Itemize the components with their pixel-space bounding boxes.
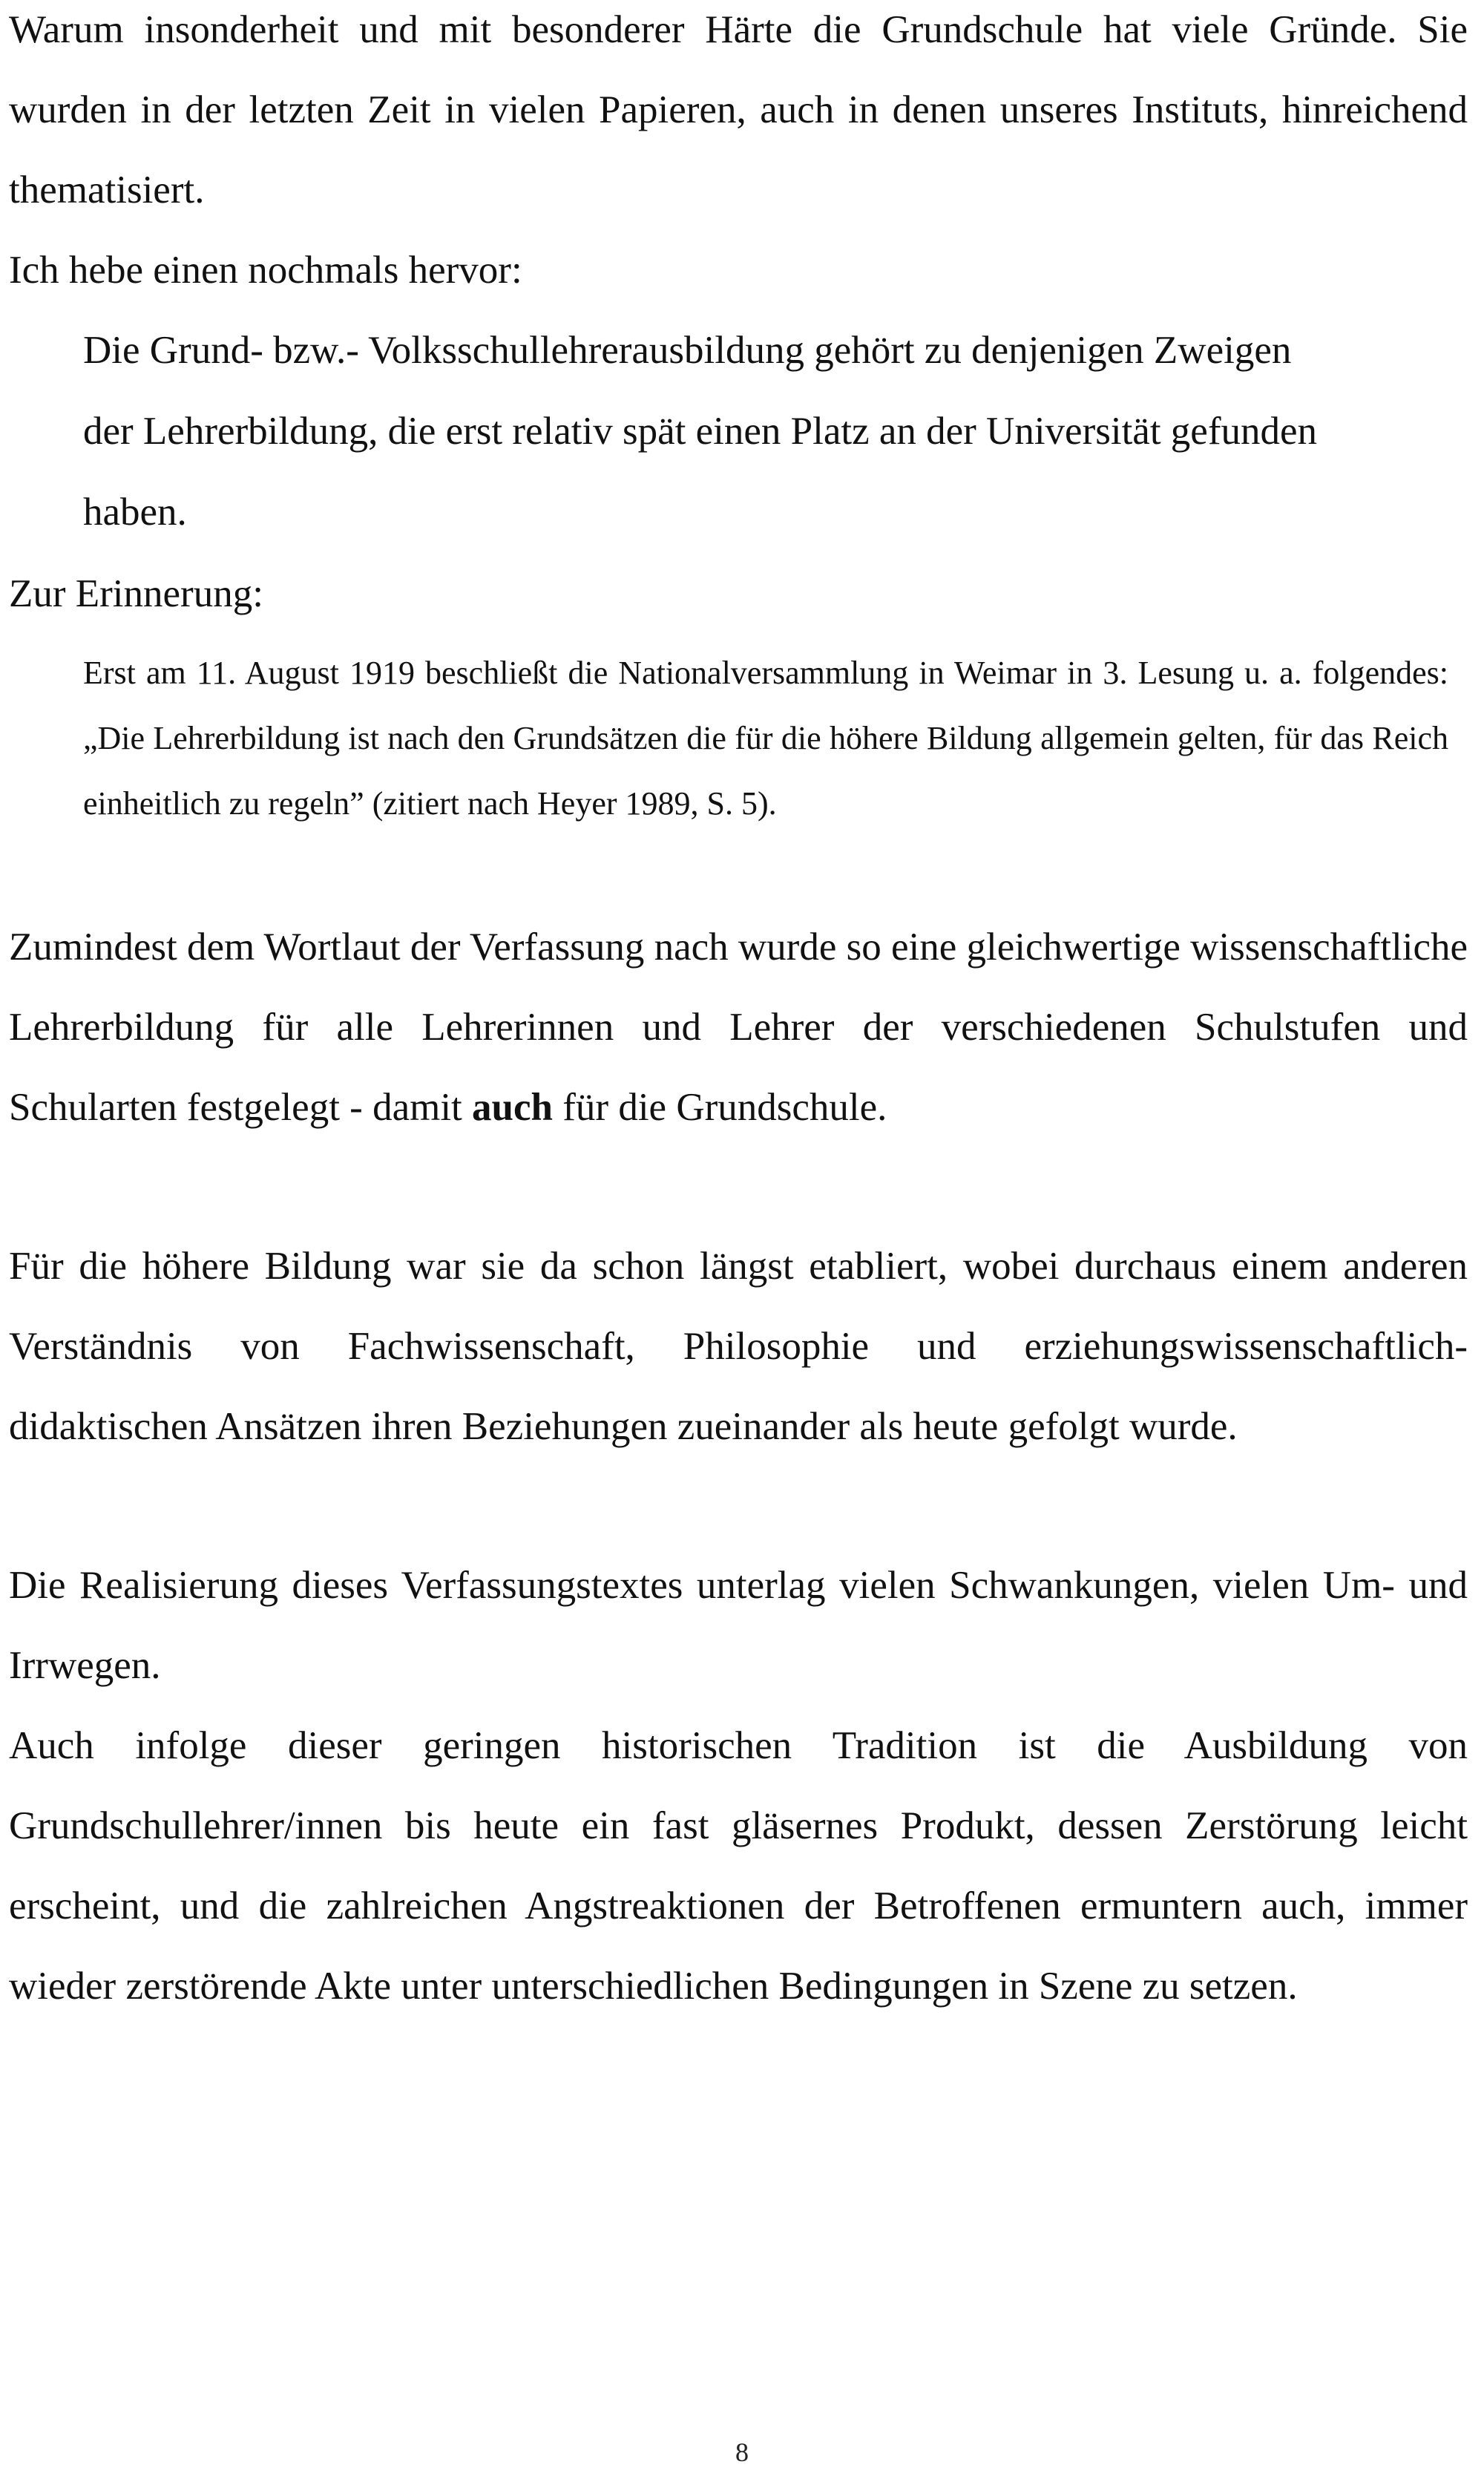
paragraph-constitution-text-start: Zumindest dem Wortlaut der Verfassung nach wurde so eine gleichwertige wissenschaftliche Lehrerbildung für alle Lehrerinnen und Lehrer der verschiedenen Schulstufen und Schularten festgelegt - damit (9, 926, 1468, 1129)
historical-quote: Erst am 11. August 1919 beschließt die Nationalversammlung in Weimar in 3. Lesung u. a. folgendes: „Die Lehrerbildung ist nach den Grundsätzen die für die höhere Bildung allgemein gelten, für das Reich einheitlich zu regeln” (zitiert nach Heyer 1989, S. 5). (83, 655, 1448, 822)
reminder-label: Zur Erinnerung: (9, 572, 263, 615)
page-number: 8 (735, 2437, 749, 2467)
paragraph-highlight-intro: Ich hebe einen nochmals hervor: (9, 249, 522, 292)
paragraph-constitution (9, 907, 1468, 1147)
paragraph-constitution-text-end: für die Grundschule. (553, 1086, 887, 1129)
indented-statement: Die Grund- bzw.- Volksschullehrerausbildung gehört zu denjenigen Zweigen der Lehrerbildung, die erst relativ spät einen Platz an der Universität gefunden haben. (83, 329, 1318, 534)
emphasized-word: auch (472, 1086, 554, 1129)
paragraph-intro: Warum insonderheit und mit besonderer Härte die Grundschule hat viele Gründe. Sie wurden in der letzten Zeit in vielen Papieren, auch in denen unseres Instituts, hinreichend thematisiert. (9, 8, 1468, 212)
paragraph-higher-education: Für die höhere Bildung war sie da schon längst etabliert, wobei durchaus einem anderen Verständnis von Fachwissenschaft, Philosophie und erziehungswissenschaftlich-didaktischen Ansätzen ihren Beziehungen zueinander als heute gefolgt wurde. (9, 1245, 1468, 1448)
paragraph-tradition: Auch infolge dieser geringen historischen Tradition ist die Ausbildung von Grundschullehrer/innen bis heute ein fast gläsernes Produkt, dessen Zerstörung leicht erscheint, und die zahlreichen Angstreaktionen der Betroffenen ermuntern auch, immer wieder zerstörende Akte unter unterschiedlichen Bedingungen in Szene zu setzen. (9, 1724, 1468, 2008)
paragraph-realization: Die Realisierung dieses Verfassungstextes unterlag vielen Schwankungen, vielen Um- und Irrwegen. (9, 1564, 1468, 1687)
